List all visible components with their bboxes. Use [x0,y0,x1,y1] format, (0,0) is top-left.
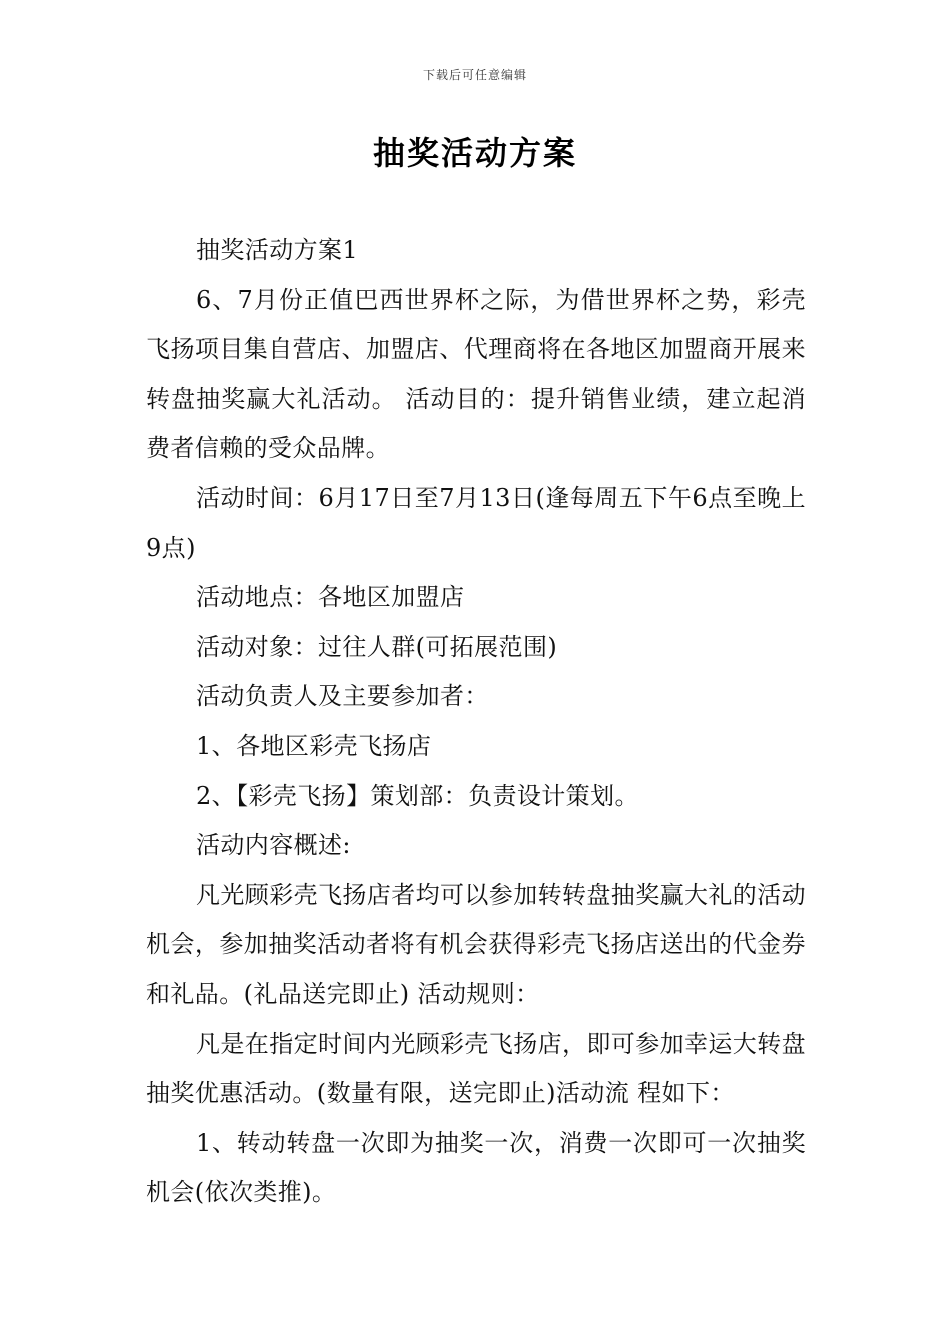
paragraph: 凡是在指定时间内光顾彩壳飞扬店，即可参加幸运大转盘抽奖优惠活动。(数量有限，送完即止)活动流 程如下： [146,1029,806,1108]
paragraph: 6、7月份正值巴西世界杯之际，为借世界杯之势，彩壳飞扬项目集自营店、加盟店、代理商将在各地区加盟商开展来转盘抽奖赢大礼活动。 活动目的：提升销售业绩，建立起消费者信赖的受众品牌。 [146,285,806,463]
paragraph: 活动负责人及主要参加者： [196,682,489,711]
document-body [146,226,806,1218]
list-item: 2、【彩壳飞扬】策划部：负责设计策划。 [196,781,639,810]
header-note: 下载后可任意编辑 [422,68,527,82]
document-title: 抽奖活动方案 [372,134,577,172]
list-item: 1、各地区彩壳飞扬店 [196,731,432,760]
paragraph: 活动地点：各地区加盟店 [196,583,465,612]
paragraph: 活动内容概述: [196,831,351,860]
paragraph: 凡光顾彩壳飞扬店者均可以参加转转盘抽奖赢大礼的活动机会，参加抽奖活动者将有机会获得彩壳飞扬店送出的代金券和礼品。(礼品送完即止) 活动规则： [146,880,806,1008]
list-item: 1、转动转盘一次即为抽奖一次，消费一次即可一次抽奖机会(依次类推)。 [146,1128,806,1207]
paragraph: 活动时间：6月17日至7月13日(逢每周五下午6点至晚上9点) [146,483,806,562]
paragraph: 活动对象：过往人群(可拓展范围) [196,632,558,661]
section-heading: 抽奖活动方案1 [196,236,359,264]
